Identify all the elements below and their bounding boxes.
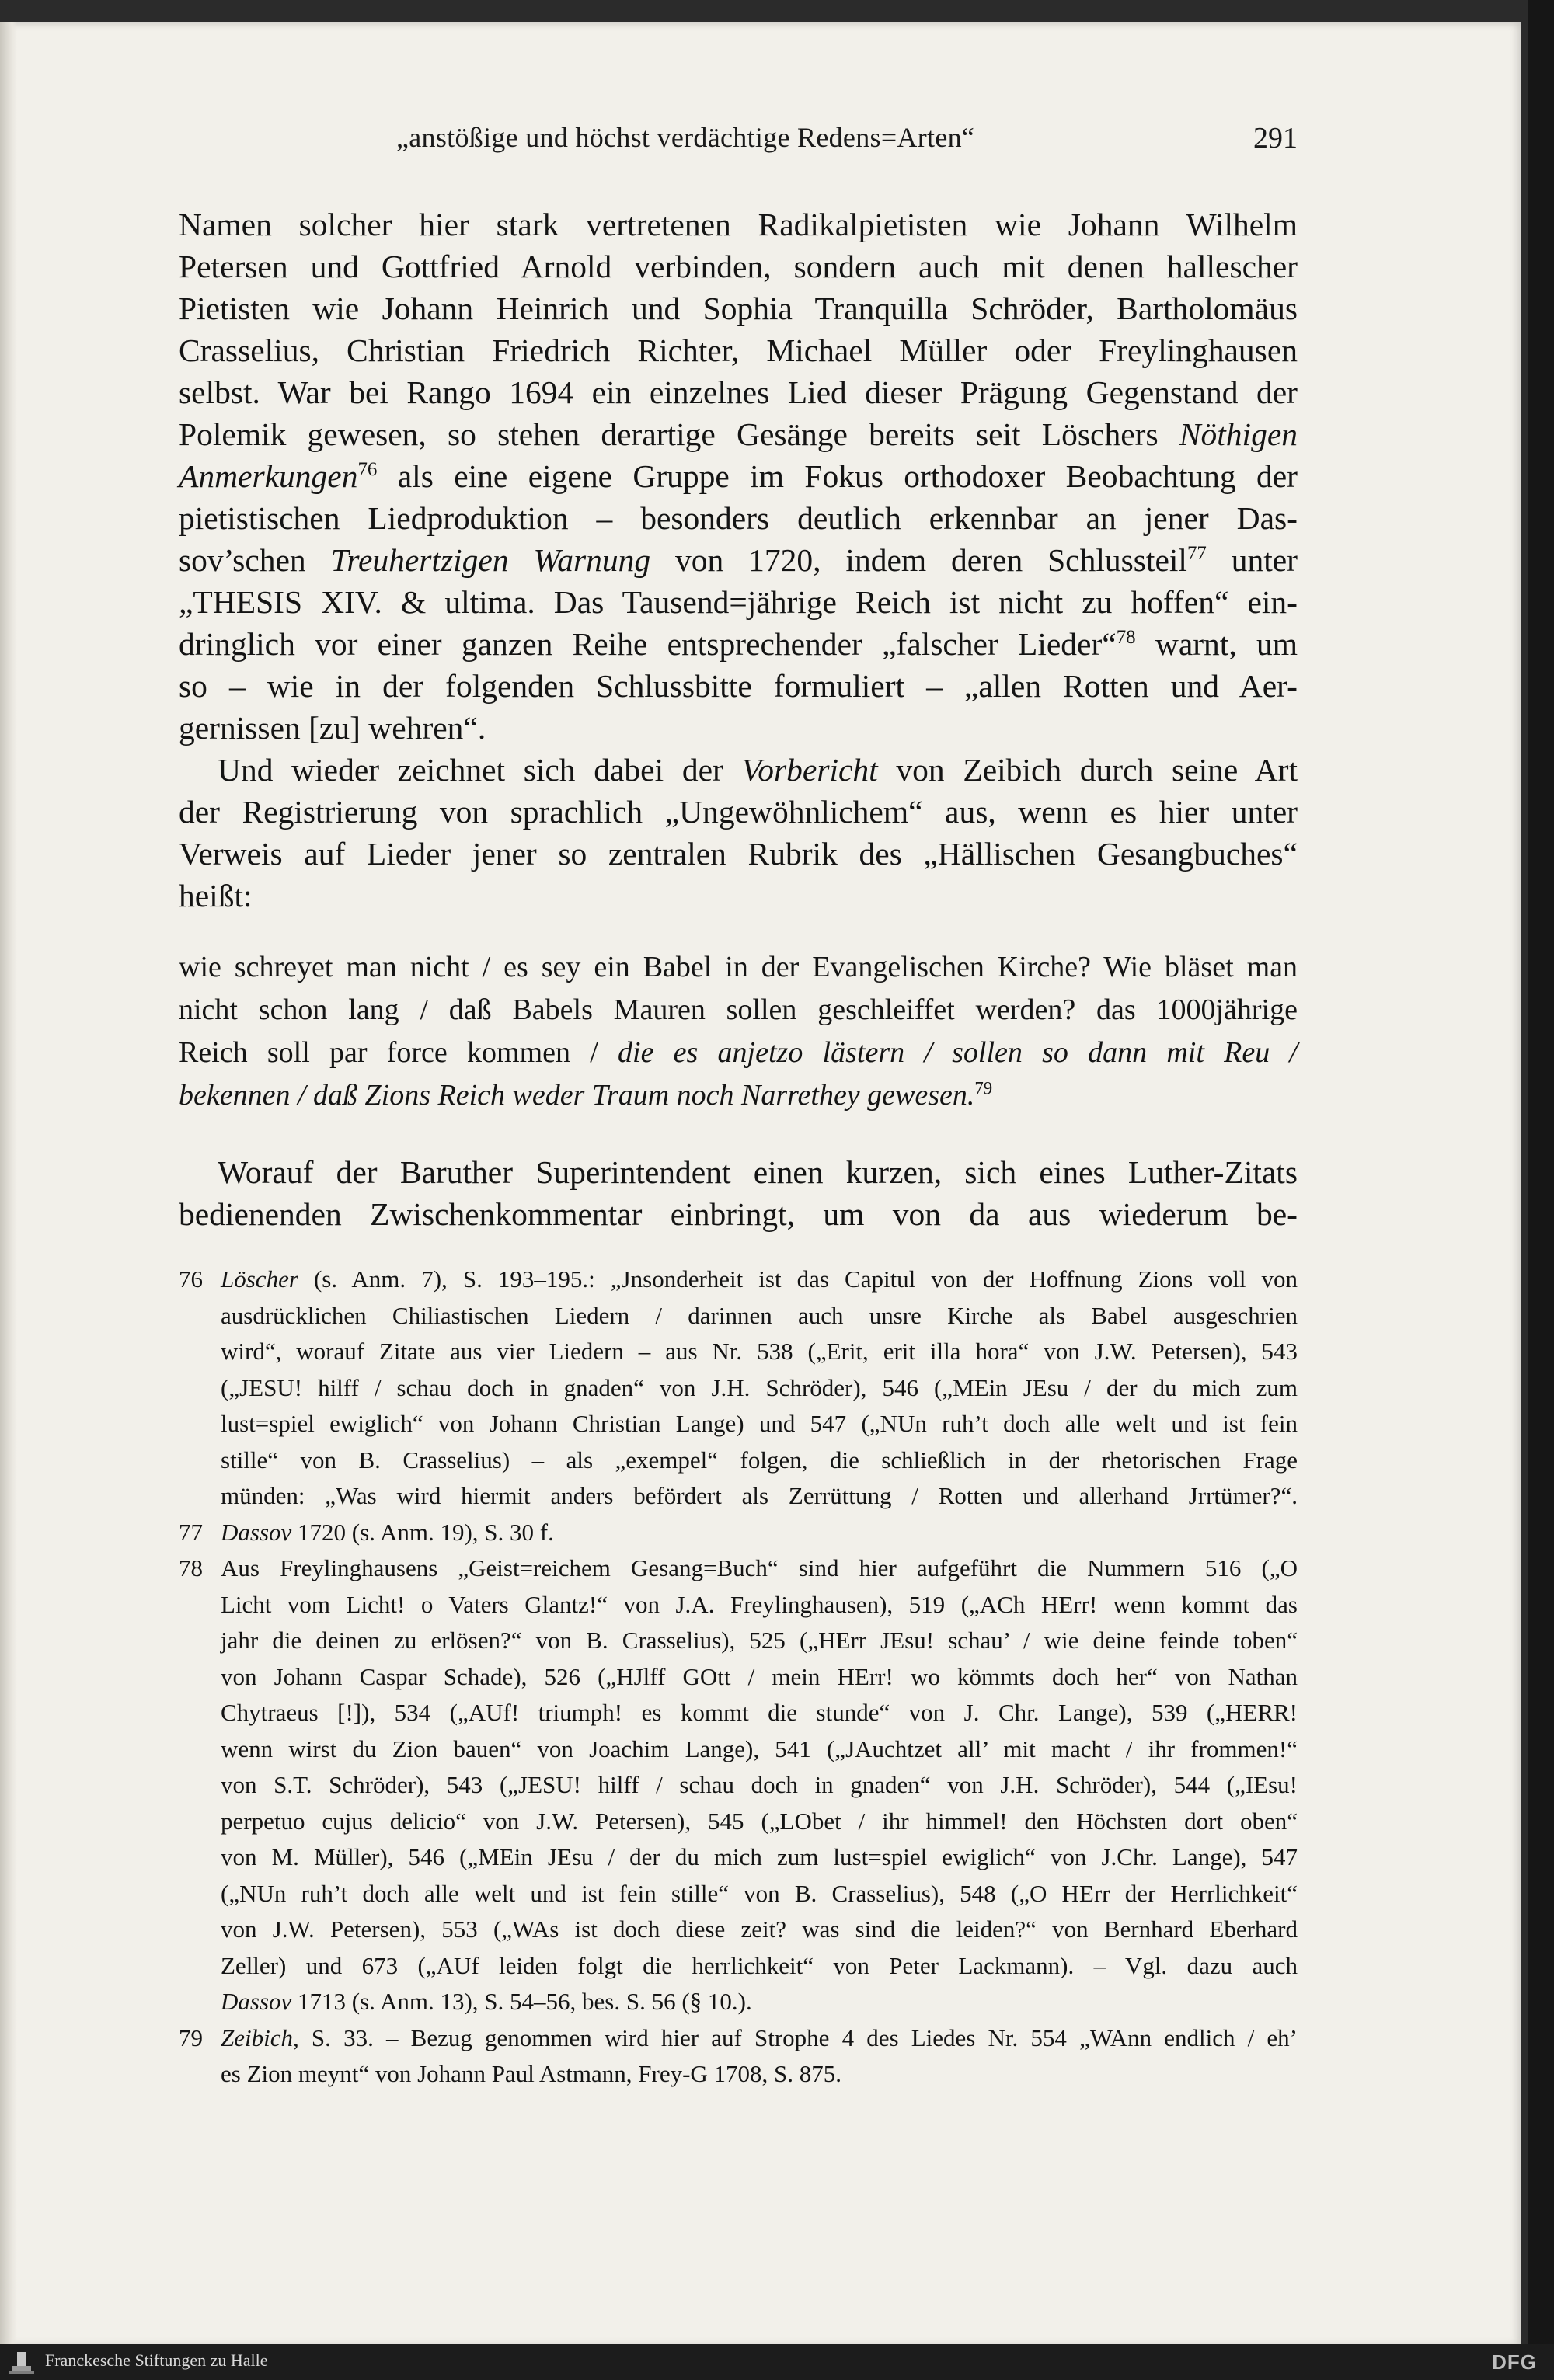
text-line [221,1298,1298,1334]
text-line [179,665,1298,707]
italic-text: Zeibich [221,2023,293,2051]
footnote-number: 77 [179,1518,203,1546]
text-segment: pietistischen Liedproduktion – besonders deutlich erkennbar an jener Das- [179,500,1298,536]
text-line [221,1659,1298,1696]
footer-institution: Franckesche Stiftungen zu Halle [45,2350,268,2370]
text-segment: Pietisten wie Johann Heinrich und Sophia Tranquilla Schröder, Bartholomäus [179,291,1298,326]
text-line [221,1731,1298,1768]
text-segment: Licht vom Licht! o Vaters Glantz!“ von J.A. Freylinghausen), 519 („ACh HErr! wenn kommt das [221,1590,1298,1618]
text-segment: von Zeibich durch seine Art [877,752,1298,788]
text-line [221,1695,1298,1731]
text-segment: heißt: [179,878,253,913]
text-segment: warnt, um [1135,626,1298,662]
text-segment: Chytraeus [!]), 534 („AUf! triumph! es kommt die stunde“ von J. Chr. Lange), 539 („HERR! [221,1699,1298,1726]
italic-text: Vorbericht [741,752,878,788]
text-line [179,1074,1298,1117]
text-segment: wird“, worauf Zitate aus vier Liedern – aus Nr. 538 („Erit, erit illa hora“ von J.W. Petersen), 543 [221,1338,1298,1365]
footer-bar [0,2344,1554,2380]
paragraph-3 [179,1151,1298,1235]
text-line [221,1550,1298,1587]
paragraph-2 [179,749,1298,917]
text-segment: gernissen [zu] wehren“. [179,710,486,746]
text-segment: „THESIS XIV. & ultima. Das Tausend=jährige Reich ist nicht zu hoffen“ ein- [179,584,1298,620]
text-line [221,1587,1298,1623]
text-segment: von S.T. Schröder), 543 („JESU! hilff / schau doch in gnaden“ von J.H. Schröder), 544 („IEsu! [221,1771,1298,1798]
page-gutter-shadow [0,22,17,2344]
text-segment: stille“ von B. Crasselius) – als „exempel“ folgen, die schließlich in der rhetorischen Frage [221,1446,1298,1474]
text-line [179,875,1298,917]
footnote-77 [179,1515,1298,1551]
text-segment: Petersen und Gottfried Arnold verbinden, sondern auch mit denen hallescher [179,249,1298,284]
footnote-76 [179,1261,1298,1515]
text-line [179,791,1298,833]
text-line [221,1804,1298,1840]
italic-text: die es anjetzo lästern / sollen so dann mit Reu / [618,1036,1298,1069]
text-line [179,1151,1298,1193]
text-line [179,623,1298,665]
text-segment: (s. Anm. 7), S. 193–195.: „Jnsonderheit ist das Capitul von der Hoffnung Zions voll von [298,1265,1298,1293]
text-segment: ausdrücklichen Chiliastischen Liedern / darinnen auch unsre Kirche als Babel ausgeschrien [221,1301,1298,1329]
running-head [179,121,1298,165]
footnotes [179,1261,1298,2093]
text-segment: Crasselius, Christian Friedrich Richter, Michael Müller oder Freylinghausen [179,332,1298,368]
text-segment: 1720 (s. Anm. 19), S. 30 f. [291,1518,554,1546]
text-segment: von J.W. Petersen), 553 („WAs ist doch diese zeit? was sind die leiden?“ von Bernhard Eberhard [221,1915,1298,1943]
text-segment: Worauf der Baruther Superintendent einen kurzen, sich eines Luther-Zitats [218,1154,1298,1190]
text-segment: wenn wirst du Zion bauen“ von Joachim Lange), 541 („JAuchtzet all’ mit macht / ihr frommen!“ [221,1735,1298,1762]
text-segment: sov’schen [179,542,331,578]
text-line [179,1193,1298,1235]
footnote-79 [179,2020,1298,2093]
text-segment: Polemik gewesen, so stehen derartige Gesänge bereits seit Löschers [179,416,1179,452]
text-segment: der Registrierung von sprachlich „Ungewöhnlichem“ aus, wenn es hier unter [179,794,1298,830]
footnote-ref: 78 [1116,627,1136,649]
text-line [221,1334,1298,1370]
text-line [179,539,1298,581]
scanner-background [1528,0,1554,2380]
italic-text: Löscher [221,1265,298,1293]
text-segment: Zeller) und 673 („AUf leiden folgt die herrlichkeit“ von Peter Lackmann). – Vgl. dazu auch [221,1951,1298,1979]
italic-text: Dassov [221,1518,292,1546]
text-line [221,1876,1298,1912]
text-line [179,329,1298,371]
italic-text: Nöthigen [1179,416,1298,452]
text-segment: Und wieder zeichnet sich dabei der [218,752,742,788]
footnote-ref: 79 [974,1078,993,1098]
footnote-ref: 76 [357,459,378,481]
text-segment: von M. Müller), 546 („MEin JEsu / der du mich zum lust=spiel ewiglich“ von J.Chr. Lange), 547 [221,1843,1298,1870]
text-segment: perpetuo cujus delicio“ von J.W. Petersen), 545 („LObet / ihr himmel! den Höchsten dort oben“ [221,1807,1298,1835]
running-head-title: „anstößige und höchst verdächtige Redens=Arten“ [396,122,975,153]
page-number: 291 [1253,122,1298,155]
text-segment: („JESU! hilff / schau doch in gnaden“ von J.H. Schröder), 546 („MEin JEsu / der du mich zum [221,1373,1298,1401]
paragraph-1 [179,204,1298,749]
text-segment: jahr die deinen zu erlösen?“ von B. Crasselius), 525 („HErr JEsu! schau’ / wie deine feinde toben“ [221,1627,1298,1654]
text-segment: es Zion meynt“ von Johann Paul Astmann, Frey-G 1708, S. 875. [221,2060,842,2087]
text-segment: bedienenden Zwischenkommentar einbringt, um von da aus wiederum be- [179,1196,1298,1232]
text-segment: selbst. War bei Rango 1694 ein einzelnes Lied dieser Prägung Gegenstand der [179,374,1298,410]
dfg-badge: DFG [1492,2350,1537,2374]
text-line [179,581,1298,623]
text-line [179,497,1298,539]
text-segment: Verweis auf Lieder jener so zentralen Rubrik des „Hällischen Gesangbuches“ [179,836,1298,872]
text-line [221,2056,1298,2093]
text-segment: von 1720, indem deren Schlussteil [650,542,1187,578]
text-line [221,1767,1298,1804]
text-segment: Namen solcher hier stark vertretenen Radikalpietisten wie Johann Wilhelm [179,207,1298,242]
text-line [221,1984,1298,2020]
text-line [221,1515,1298,1551]
text-line [221,1623,1298,1659]
text-line [179,245,1298,287]
text-segment: lust=spiel ewiglich“ von Johann Christian Lange) und 547 („NUn ruh’t doch alle welt und ist fein [221,1410,1298,1437]
text-segment: von Johann Caspar Schade), 526 („HJlff GOtt / mein HErr! wo kömmts doch her“ von Nathan [221,1662,1298,1690]
text-line [179,946,1298,989]
text-segment: 1713 (s. Anm. 13), S. 54–56, bes. S. 56 (§ 10.). [291,1988,752,2015]
text-line [179,413,1298,455]
text-line [179,749,1298,791]
page-text [179,204,1298,2093]
block-quote [179,946,1298,1117]
footnote-78 [179,1550,1298,2020]
text-line [221,1442,1298,1479]
text-line [221,1406,1298,1442]
text-segment: Aus Freylinghausens „Geist=reichem Gesang=Buch“ sind hier aufgeführt die Nummern 516 („O [221,1554,1298,1581]
footnote-body [221,1261,1298,1515]
italic-text: Treuhertzigen Warnung [330,542,651,578]
text-segment: , S. 33. – Bezug genommen wird hier auf Strophe 4 des Liedes Nr. 554 „WAnn endlich / eh’ [293,2023,1298,2051]
text-line [179,707,1298,749]
text-line [221,1478,1298,1515]
italic-text: Anmerkungen [179,458,358,494]
text-segment: als eine eigene Gruppe im Fokus orthodoxer Beobachtung der [377,458,1298,494]
text-line [179,371,1298,413]
text-line [221,1912,1298,1948]
footnote-ref: 77 [1186,543,1207,565]
text-line [221,2020,1298,2057]
institution-logo-icon [6,2350,37,2375]
footnote-number: 79 [179,2023,203,2051]
footnote-number: 76 [179,1265,203,1293]
italic-text: bekennen / daß Zions Reich weder Traum noch Narrethey gewesen. [179,1079,975,1112]
text-segment: dringlich vor einer ganzen Reihe entsprechender „falscher Lieder“ [179,626,1117,662]
italic-text: Dassov [221,1988,292,2015]
text-line [221,1948,1298,1985]
text-line [179,287,1298,329]
text-line [179,989,1298,1032]
text-line [179,455,1298,497]
text-segment: nicht schon lang / daß Babels Mauren sollen geschleiffet werden? das 1000jährige [179,993,1298,1026]
text-line [179,1032,1298,1074]
text-line [221,1370,1298,1407]
text-line [221,1839,1298,1876]
text-line [221,1261,1298,1298]
footnote-body [221,1550,1298,2020]
footnote-body [221,2020,1298,2093]
text-segment: Reich soll par force kommen / [179,1036,618,1069]
text-segment: münden: „Was wird hiermit anders befördert als Zerrüttung / Rotten und allerhand Jrrtümer?“. [221,1482,1298,1509]
footnote-body [221,1515,1298,1551]
text-segment: so – wie in der folgenden Schlussbitte formuliert – „allen Rotten und Aer- [179,668,1298,704]
text-segment: wie schreyet man nicht / es sey ein Babel in der Evangelischen Kirche? Wie bläset man [179,951,1298,983]
text-line [179,204,1298,245]
text-line [179,833,1298,875]
footnote-number: 78 [179,1554,203,1581]
text-segment: („NUn ruh’t doch alle welt und ist fein stille“ von B. Crasselius), 548 („O HErr der Herrlichkeit“ [221,1879,1298,1907]
text-segment: unter [1206,542,1298,578]
